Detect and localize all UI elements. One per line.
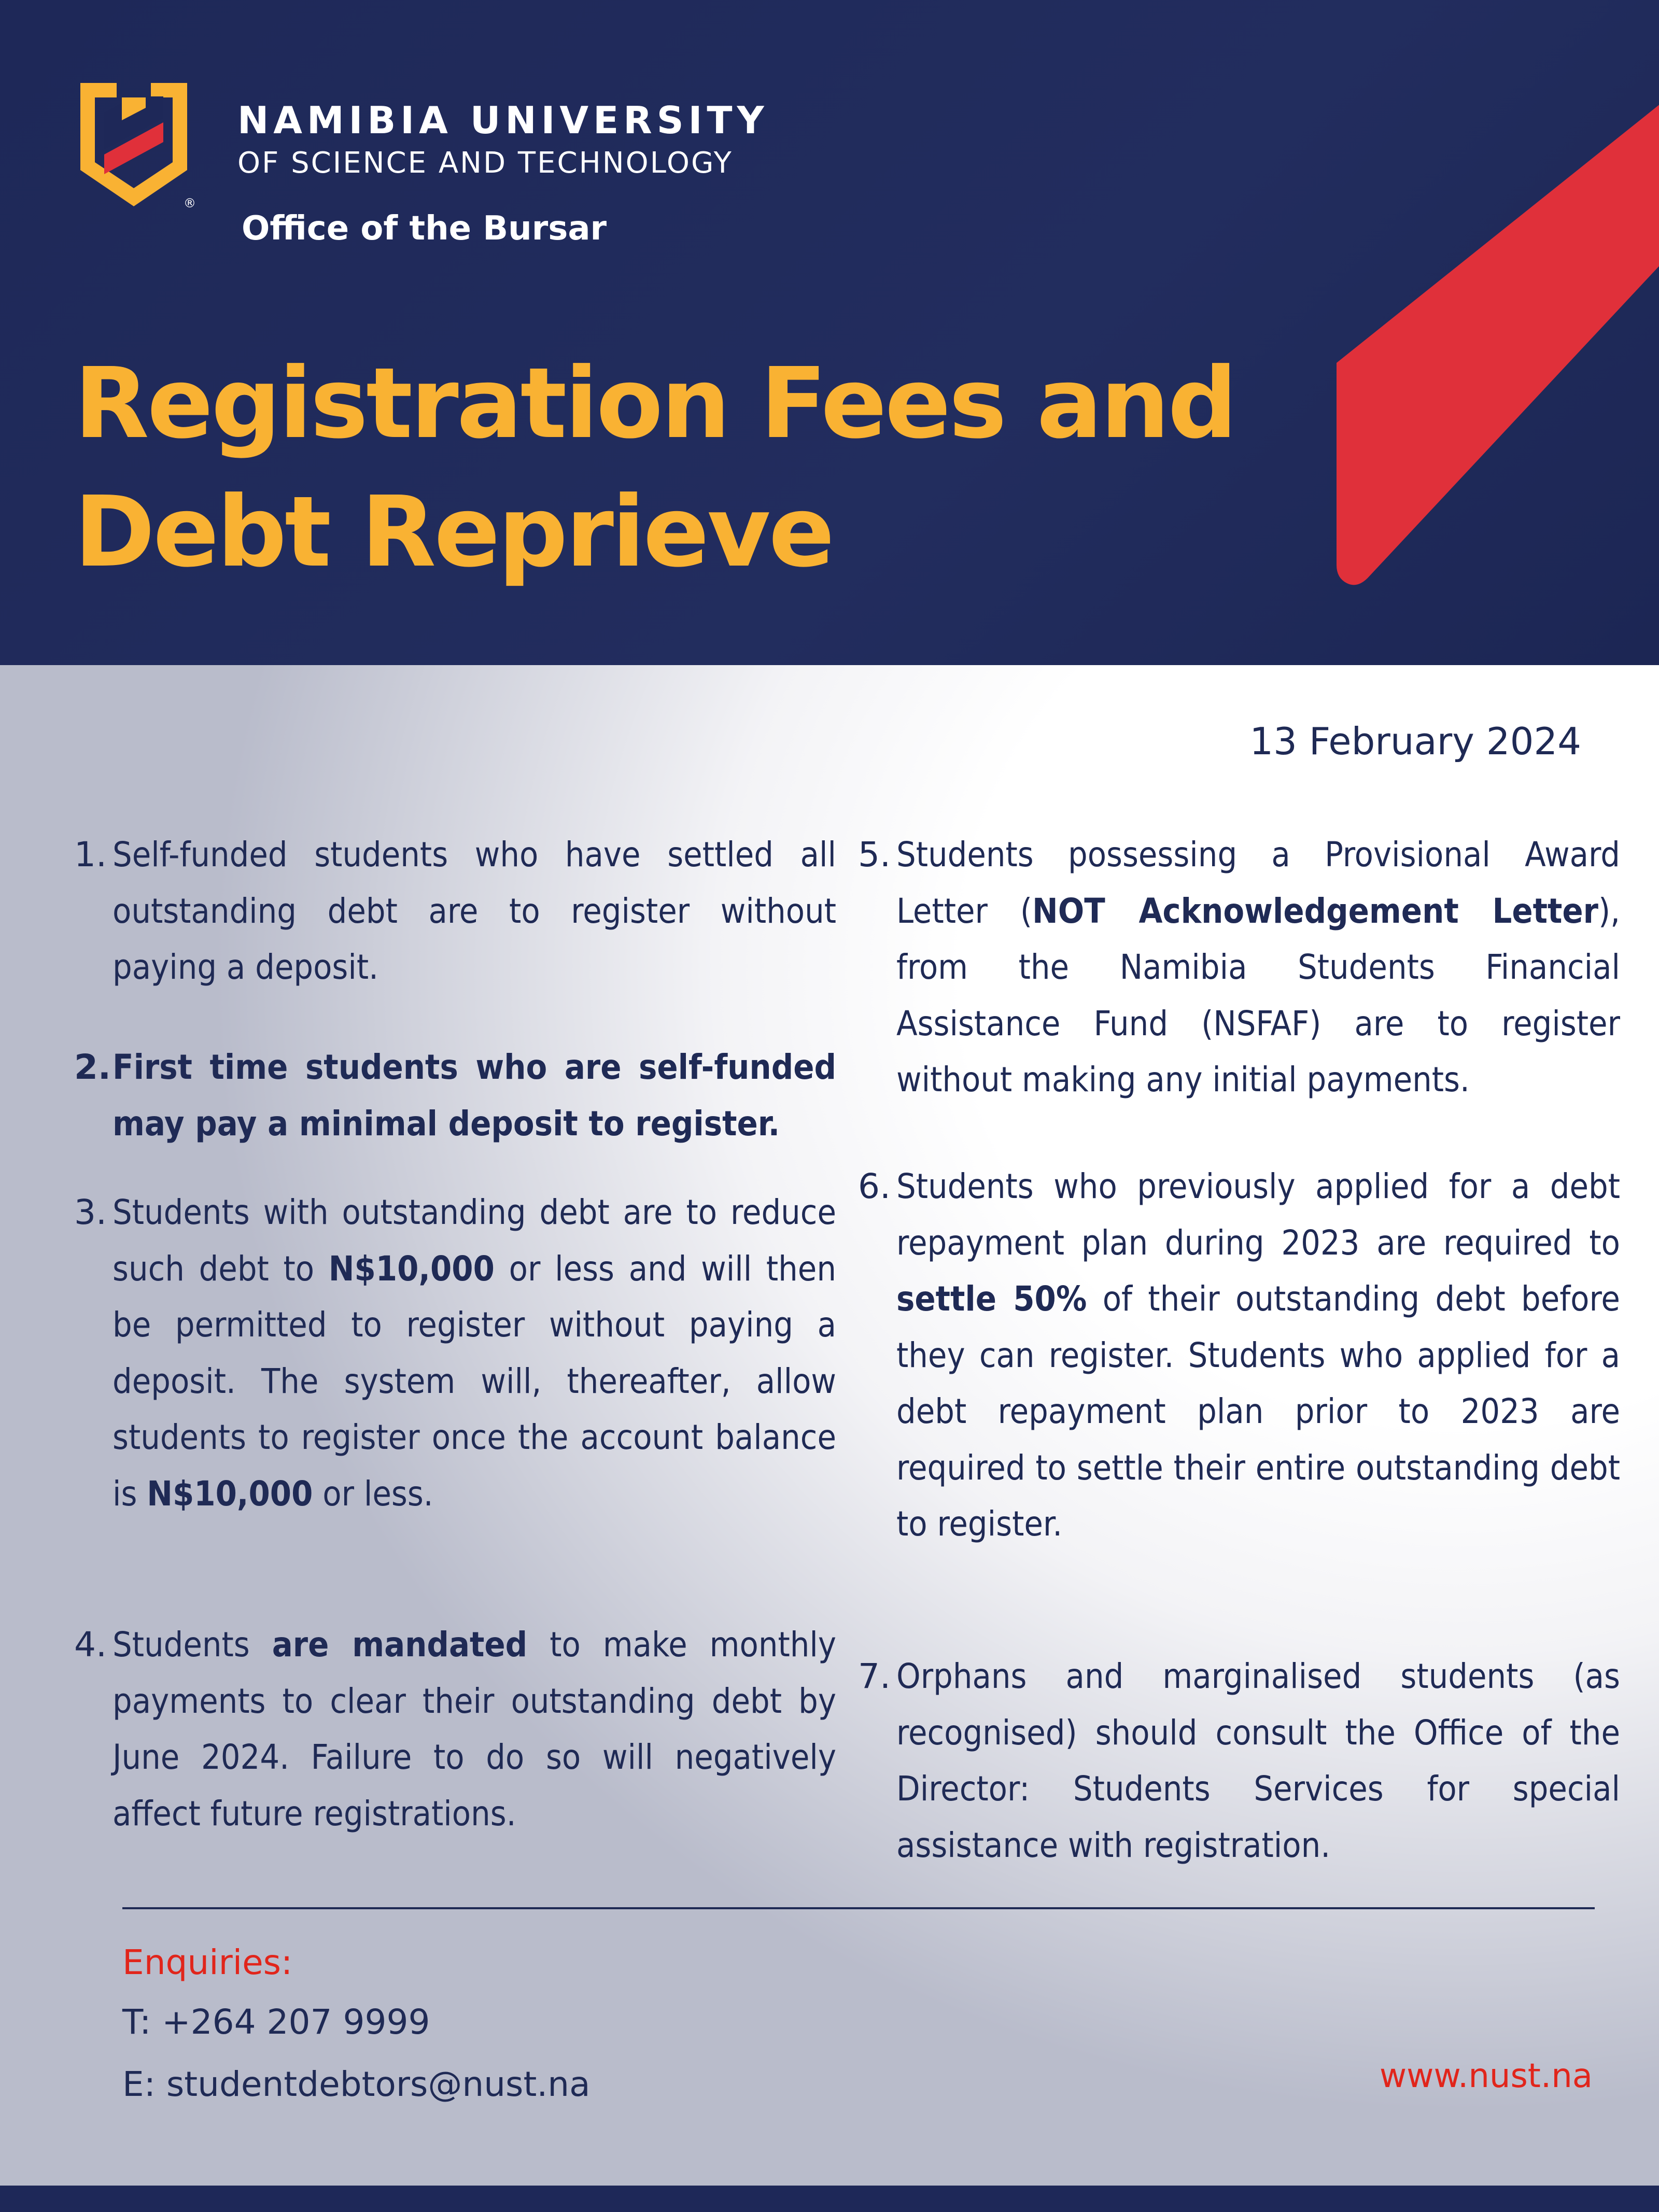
website-link[interactable]: www.nust.na xyxy=(1379,2057,1593,2095)
title-line-2: Debt Reprieve xyxy=(74,475,833,589)
item-text: Orphans and marginalised students (as recognised) should consult the Office of the Director: Students Services for special assistance with registration. xyxy=(896,1656,1620,1865)
item-number: 6. xyxy=(858,1166,891,1206)
emphasis: NOT Acknowledgement Letter xyxy=(1032,891,1598,931)
list-item xyxy=(858,1649,1620,1873)
list-item xyxy=(858,1159,1620,1649)
enquiries-label: Enquiries: xyxy=(122,1942,293,1982)
university-name: NAMIBIA UNIVERSITY xyxy=(237,98,769,142)
left-column xyxy=(74,827,836,1842)
item-number: 5. xyxy=(858,835,891,875)
item-number: 3. xyxy=(74,1192,107,1232)
registered-mark: ® xyxy=(184,196,196,210)
emphasis: N$10,000 xyxy=(147,1473,313,1514)
item-number: 4. xyxy=(74,1625,107,1665)
emphasis: are mandated xyxy=(272,1625,528,1665)
item-text: Self-funded students who have settled all outstanding debt are to register without paying a deposit. xyxy=(113,835,836,987)
item-text: Students who previously applied for a debt repayment plan during 2023 are required to settle 50% of their outstanding debt before they can register. Students who applied for a debt repayment plan prior to 2023 are required to settle their entire outstanding debt to register. xyxy=(896,1166,1620,1544)
right-column xyxy=(858,827,1620,1873)
list-item xyxy=(74,1617,836,1842)
item-text: First time students who are self-funded may pay a minimal deposit to register. xyxy=(113,1047,836,1144)
nust-shield-logo-icon xyxy=(74,77,193,213)
item-text: Students with outstanding debt are to reduce such debt to N$10,000 or less and will then be permitted to register without paying a deposit. The system will, thereafter, allow students to register once the account balance is N$10,000 or less. xyxy=(113,1192,836,1514)
item-number: 7. xyxy=(858,1656,891,1696)
list-item xyxy=(74,1039,836,1185)
footer-bar xyxy=(0,2186,1659,2212)
enquiries-phone[interactable]: T: +264 207 9999 xyxy=(122,2002,430,2042)
divider xyxy=(122,1907,1595,1909)
list-item xyxy=(74,1185,836,1617)
enquiries-email[interactable]: E: studentdebtors@nust.na xyxy=(122,2064,591,2104)
header-banner xyxy=(0,0,1659,665)
item-text: Students are mandated to make monthly payments to clear their outstanding debt by June 2024. Failure to do so will negatively affect future registrations. xyxy=(113,1625,837,1834)
notice-date: 13 February 2024 xyxy=(1249,720,1581,763)
item-number: 2. xyxy=(74,1047,111,1087)
list-item xyxy=(858,827,1620,1159)
item-text: Students possessing a Provisional Award Letter (NOT Acknowledgement Letter), from the Namibia Students Financial Assistance Fund (NSFAF) are to register without making any initial payments. xyxy=(896,835,1621,1100)
red-stripe-decoration xyxy=(1337,73,1659,591)
list-item xyxy=(74,827,836,1039)
emphasis: N$10,000 xyxy=(328,1248,495,1289)
title-line-1: Registration Fees and xyxy=(74,347,1235,460)
item-number: 1. xyxy=(74,835,107,875)
university-subtitle: OF SCIENCE AND TECHNOLOGY xyxy=(237,146,733,180)
office-name: Office of the Bursar xyxy=(242,209,607,248)
emphasis: settle 50% xyxy=(896,1279,1087,1319)
page-title xyxy=(74,340,1267,597)
